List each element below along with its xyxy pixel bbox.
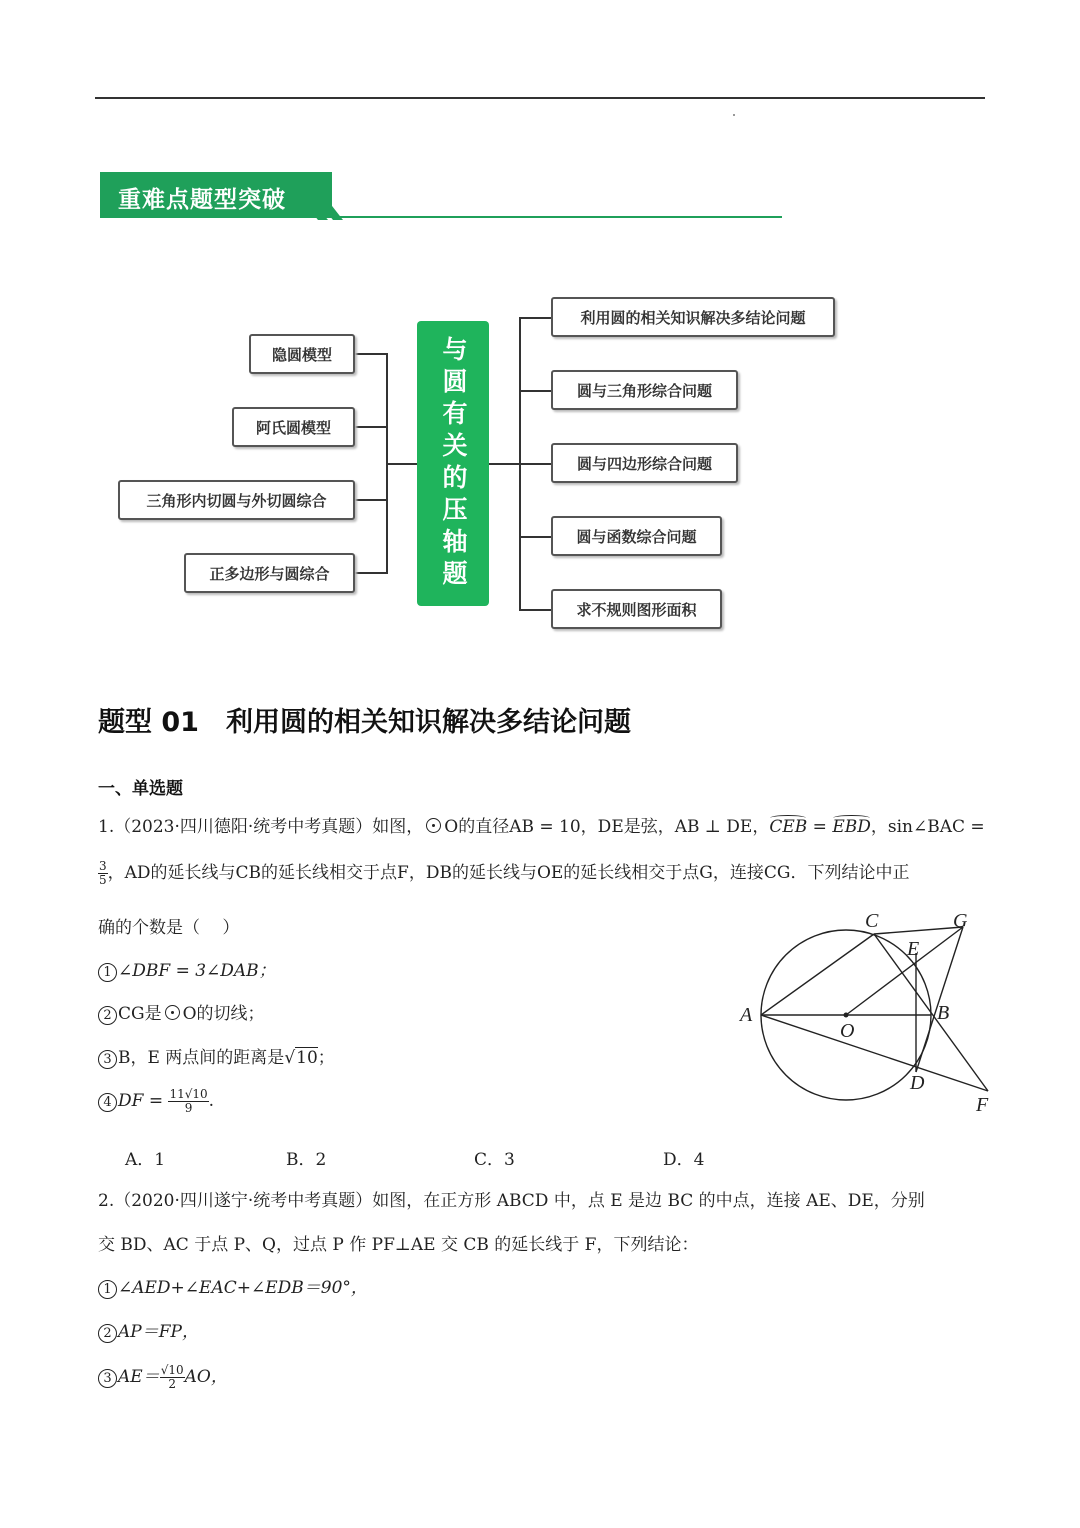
choice-c: C．3 (474, 1150, 515, 1170)
fraction-3-5 (98, 860, 108, 887)
connector (519, 390, 552, 392)
choice-a: A．1 (125, 1150, 166, 1170)
banner-underline (100, 216, 782, 218)
circle-dot-symbol (426, 818, 441, 833)
conclusion-text: AP＝FP， (118, 1322, 199, 1342)
connector (355, 426, 387, 428)
fraction-num: 11√10 (169, 1087, 208, 1101)
conclusion-text: ∠AED+∠EAC+∠EDB＝90°， (118, 1278, 368, 1298)
sqrt-radicand: 10 (296, 1048, 318, 1068)
q1-conclusion-2 (98, 999, 265, 1025)
subsection-title: 一、单选题 (98, 779, 183, 799)
conclusion-text: ∠DBF = 3∠DAB； (118, 961, 276, 981)
mindmap-right-item: 圆与四边形综合问题 (551, 443, 738, 483)
conclusion-text: . (208, 1091, 215, 1112)
circled-number: 3 (98, 1369, 117, 1388)
fraction-num: 3 (99, 858, 107, 873)
label-e: E (907, 938, 920, 960)
q1-conclusion-1 (98, 956, 276, 982)
label-a: A (740, 1004, 753, 1026)
conclusion-text: O的切线； (182, 1004, 265, 1024)
conclusion-text: ； (317, 1048, 335, 1068)
connector (386, 463, 417, 465)
segment-cg (874, 927, 963, 934)
q1-line3: 确的个数是（ ） (98, 918, 240, 938)
label-d: D (910, 1072, 925, 1094)
q2-line2: 交 BD、AC 于点 P、Q，过点 P 作 PF⊥AE 交 CB 的延长线于 F，下列结论： (98, 1235, 699, 1255)
mindmap-right-item: 求不规则图形面积 (551, 589, 722, 629)
connector (355, 499, 387, 501)
circled-number: 2 (98, 1006, 117, 1025)
circle-dot-symbol (165, 1005, 180, 1020)
q1-line1 (98, 812, 985, 837)
conclusion-text: CG是 (118, 1004, 162, 1024)
conclusion-text: AE＝ (118, 1367, 160, 1387)
speck (733, 114, 735, 116)
conclusion-text: DF = (118, 1091, 169, 1112)
mindmap-center-label: 与圆有关的压轴题 (439, 335, 468, 592)
fraction (160, 1364, 185, 1391)
circled-number: 2 (98, 1324, 117, 1343)
mindmap-center (417, 321, 489, 606)
q1-source: 1.（2023·四川德阳·统考中考真题）如图， (98, 817, 424, 837)
conclusion-text: B，E 两点间的距离是 (118, 1048, 285, 1068)
segment-af (761, 1015, 988, 1091)
fraction-den: 5 (99, 873, 107, 887)
fraction (168, 1088, 208, 1115)
q1-conclusion-3 (98, 1043, 335, 1069)
section-banner (100, 172, 370, 218)
header-rule (95, 97, 985, 99)
conclusion-text: AO， (184, 1367, 228, 1387)
connector (519, 609, 552, 611)
q2-line1: 2.（2020·四川遂宁·统考中考真题）如图，在正方形 ABCD 中，点 E 是边 BC 的中点，连接 AE、DE，分别 (98, 1191, 925, 1211)
q1-line2 (98, 858, 909, 887)
q2-conclusion-3 (98, 1362, 228, 1391)
circled-number: 1 (98, 963, 117, 982)
q1-text2: ，sin∠BAC = (870, 817, 985, 837)
mindmap-right-item: 利用圆的相关知识解决多结论问题 (551, 297, 835, 337)
arc-ebd: EBD (832, 817, 871, 837)
connector (519, 317, 552, 319)
center-point (844, 1013, 849, 1018)
mindmap-left-item: 隐圆模型 (249, 334, 355, 374)
mindmap-left-item: 正多边形与圆综合 (184, 553, 355, 593)
equals: = (807, 817, 833, 837)
circled-number: 4 (98, 1093, 117, 1112)
section-title: 题型 01 利用圆的相关知识解决多结论问题 (98, 707, 631, 738)
sqrt-symbol: √ (284, 1048, 296, 1068)
choice-b: B．2 (286, 1150, 327, 1170)
mindmap-left-item: 三角形内切圆与外切圆综合 (118, 480, 355, 520)
choice-d: D．4 (663, 1150, 705, 1170)
arc-ceb: CEB (769, 817, 808, 837)
connector (489, 463, 520, 465)
mindmap-right-item: 圆与三角形综合问题 (551, 370, 738, 410)
connector (519, 536, 552, 538)
connector (355, 572, 387, 574)
q2-conclusion-1 (98, 1273, 368, 1299)
segment-ac (761, 934, 874, 1015)
label-f: F (976, 1094, 989, 1116)
segment-cf (874, 934, 988, 1091)
geometry-figure (735, 905, 1005, 1120)
fraction-den: 2 (168, 1377, 176, 1391)
q1-text1: O的直径AB = 10，DE是弦，AB ⊥ DE， (444, 817, 770, 837)
q2-conclusion-2 (98, 1317, 199, 1343)
connector (355, 353, 387, 355)
banner-title: 重难点题型突破 (118, 187, 286, 213)
segment-dg (916, 927, 963, 1072)
circled-number: 1 (98, 1280, 117, 1299)
mindmap-right-item: 圆与函数综合问题 (551, 516, 722, 556)
circled-number: 3 (98, 1050, 117, 1069)
fraction-den: 9 (184, 1101, 193, 1116)
label-b: B (937, 1002, 950, 1024)
label-g: G (953, 910, 968, 932)
connector (519, 463, 552, 465)
fraction-num: √10 (160, 1362, 184, 1377)
label-o: O (840, 1020, 855, 1042)
label-c: C (865, 910, 879, 932)
mindmap-left-item: 阿氏圆模型 (232, 407, 355, 447)
q1-text3: ，AD的延长线与CB的延长线相交于点F，DB的延长线与OE的延长线相交于点G，连接CG．下列结论中正 (107, 863, 910, 883)
q1-conclusion-4 (98, 1088, 214, 1115)
